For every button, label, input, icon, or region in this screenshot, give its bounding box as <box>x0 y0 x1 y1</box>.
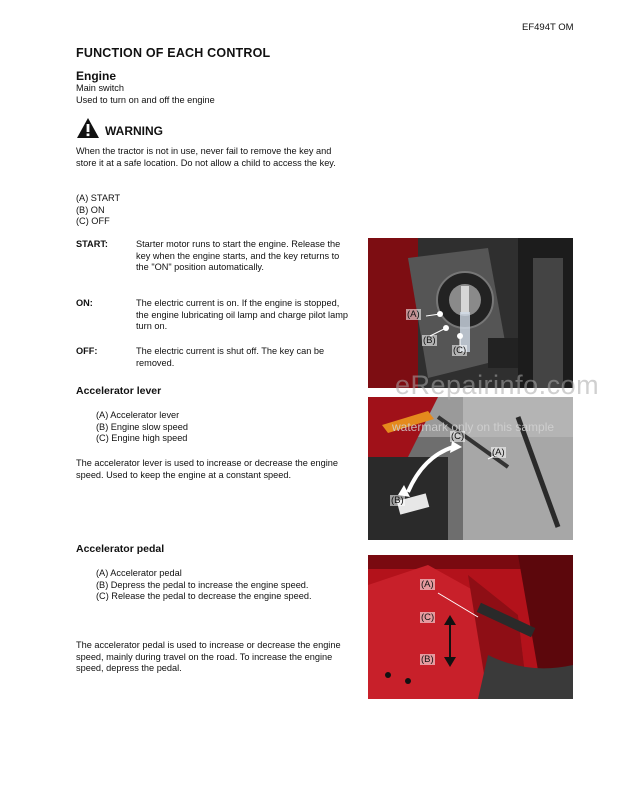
key-switch-photo <box>368 238 573 388</box>
engine-subtitle: Main switch <box>76 83 124 93</box>
photo-label-a: (A) <box>421 579 434 590</box>
page-title: FUNCTION OF EACH CONTROL <box>76 46 271 60</box>
list-item: (C) Engine high speed <box>96 433 188 444</box>
definition-term: START: <box>76 239 108 249</box>
watermark-subtext: watermark only on this sample <box>392 420 555 434</box>
photo-label-b: (B) <box>391 495 404 506</box>
warning-text: When the tractor is not in use, never fail to remove the key and store it at a safe location. Do not allow a child to access the key. <box>76 146 336 168</box>
list-item: (A) START <box>76 193 121 203</box>
photo-label-a: (A) <box>407 309 420 320</box>
accelerator-lever-illustration <box>368 397 573 540</box>
photo-label-b: (B) <box>421 654 434 665</box>
photo-label-c: (C) <box>421 612 435 623</box>
definition-desc: Starter motor runs to start the engine. Release the key when the engine starts, and the key returns to the "ON" position automatically. <box>136 239 341 273</box>
definition-term: ON: <box>76 298 93 308</box>
accelerator-pedal-photo <box>368 555 573 699</box>
list-item: (B) ON <box>76 204 105 215</box>
warning-triangle-icon <box>76 117 100 139</box>
list-item: (A) Accelerator pedal <box>96 568 182 578</box>
list-item: (C) OFF <box>76 216 110 227</box>
key-switch-illustration <box>368 238 573 388</box>
list-item: (B) Engine slow speed <box>96 421 188 432</box>
accelerator-lever-list <box>96 410 188 445</box>
definition-desc: The electric current is on. If the engine is stopped, the engine lubricating oil lamp and charge pilot lamp turn on. <box>136 298 348 332</box>
key-positions-list <box>76 193 120 228</box>
definition-desc: The electric current is shut off. The key can be removed. <box>136 346 325 368</box>
list-item: (A) Accelerator lever <box>96 410 180 420</box>
photo-label-b: (B) <box>423 335 436 346</box>
list-item: (C) Release the pedal to decrease the engine speed. <box>96 591 312 602</box>
accelerator-pedal-description: The accelerator pedal is used to increase or decrease the engine speed, mainly during travel on the road. To increase the engine speed, depress the pedal. <box>76 640 341 674</box>
photo-label-c: (C) <box>453 345 467 356</box>
warning-header <box>76 117 163 139</box>
accelerator-lever-photo <box>368 397 573 540</box>
watermark-text: eRepairinfo.com <box>395 370 600 400</box>
accelerator-lever-heading: Accelerator lever <box>76 385 162 397</box>
engine-description: Used to turn on and off the engine <box>76 95 215 105</box>
warning-label: WARNING <box>105 124 163 138</box>
accelerator-lever-description: The accelerator lever is used to increase or decrease the engine speed. Used to keep the engine at a constant speed. <box>76 458 338 480</box>
engine-heading: Engine <box>76 69 117 83</box>
photo-label-a: (A) <box>492 447 505 458</box>
list-item: (B) Depress the pedal to increase the engine speed. <box>96 579 309 590</box>
document-code: EF494T OM <box>522 22 574 33</box>
photo-label-c: (C) <box>451 431 465 442</box>
accelerator-pedal-heading: Accelerator pedal <box>76 543 165 555</box>
accelerator-pedal-list <box>96 568 316 603</box>
definition-term: OFF: <box>76 346 98 356</box>
accelerator-pedal-illustration <box>368 555 573 699</box>
